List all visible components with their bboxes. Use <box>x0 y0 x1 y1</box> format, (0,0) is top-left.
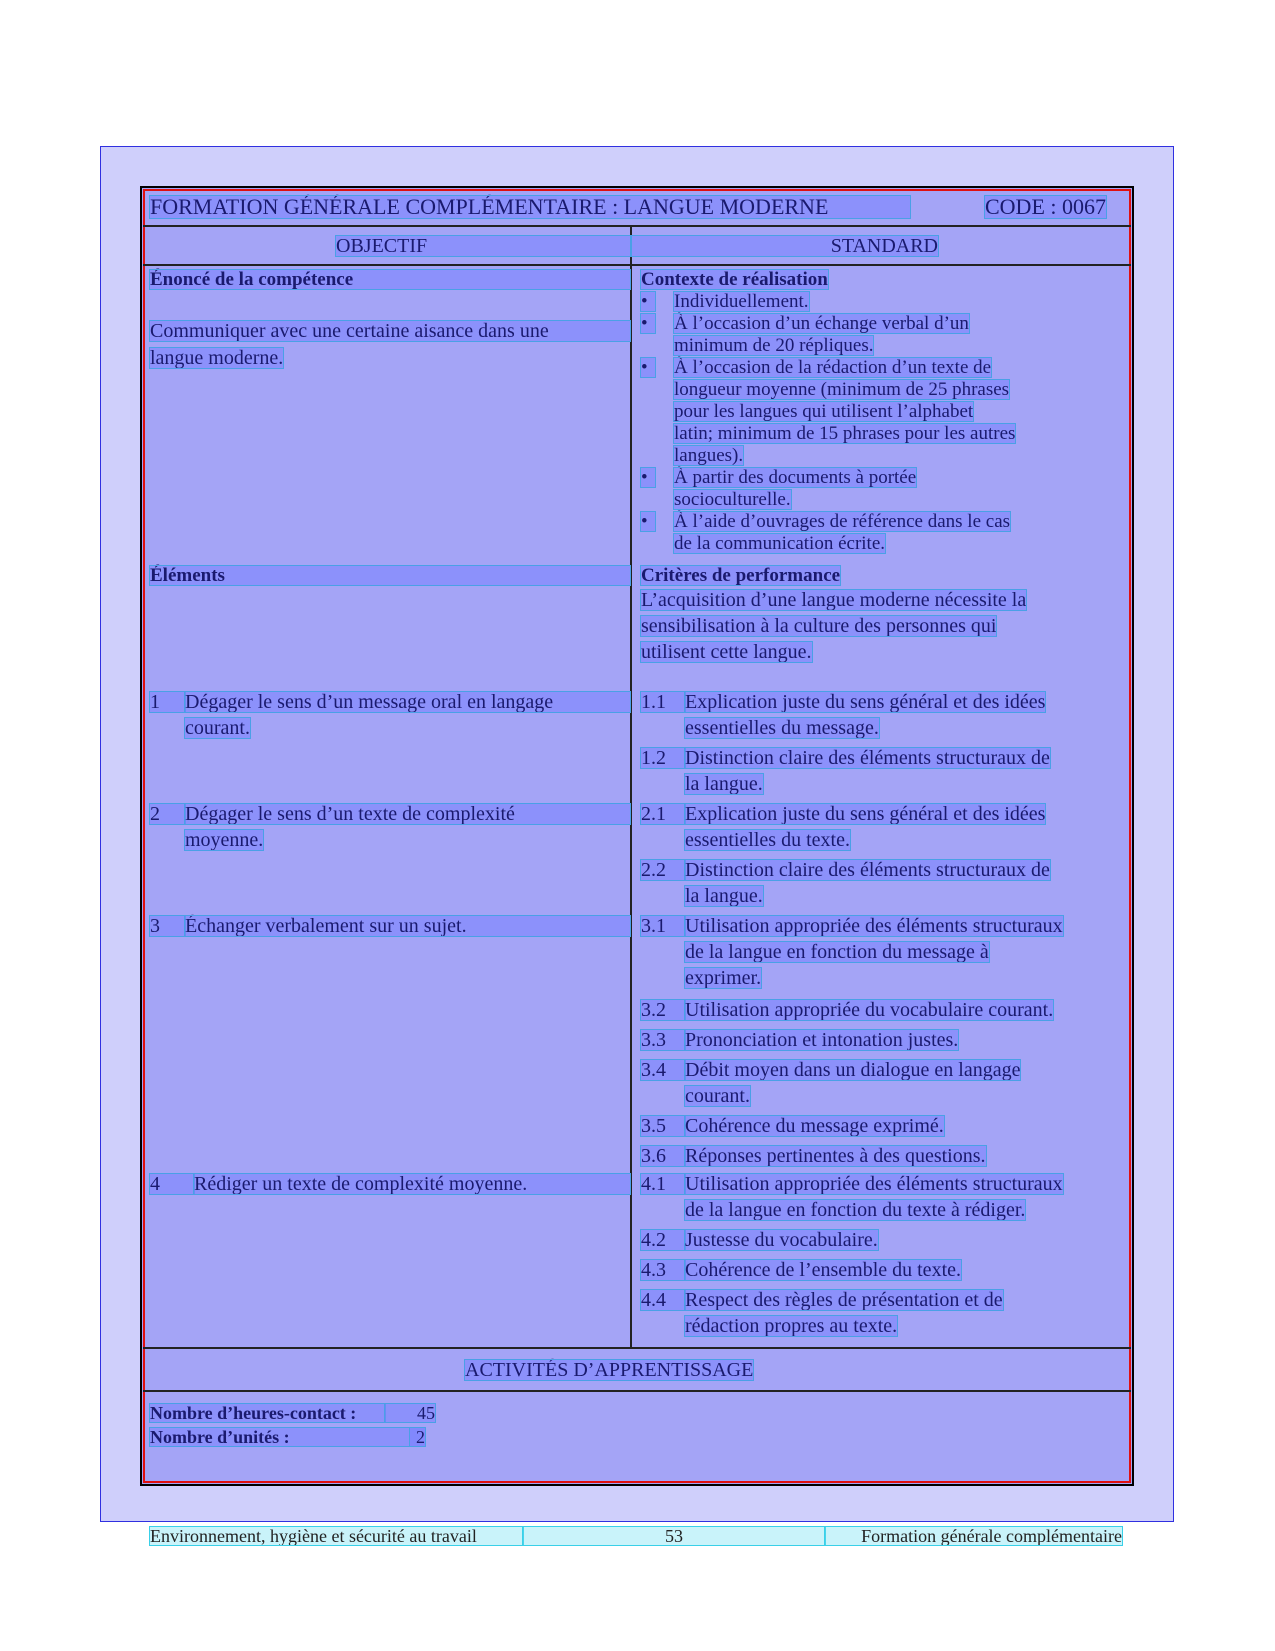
footer-page-number: 53 <box>523 1527 825 1545</box>
bullet-icon: • <box>641 314 655 333</box>
criterion-line: Utilisation appropriée des éléments structuraux <box>685 915 1063 937</box>
element-line: Échanger verbalement sur un sujet. <box>185 916 630 936</box>
criterion-line: Respect des règles de présentation et de <box>685 1289 1003 1311</box>
criterion-line: Justesse du vocabulaire. <box>685 1229 878 1251</box>
context-item-line: socioculturelle. <box>674 489 791 510</box>
criterion-number: 2.1 <box>641 804 685 824</box>
criterion-number: 2.2 <box>641 860 685 880</box>
criterion-number: 3.6 <box>641 1146 685 1166</box>
context-item-line: À l’aide d’ouvrages de référence dans le cas <box>674 511 1011 532</box>
performance-intro-line: L’acquisition d’une langue moderne nécessite la <box>641 589 1027 611</box>
criterion-line: Explication juste du sens général et des idées <box>685 691 1046 713</box>
footer-right: Formation générale complémentaire <box>825 1527 1122 1545</box>
elements-heading: Éléments <box>150 566 630 585</box>
context-item-line: À l’occasion de la rédaction d’un texte de <box>674 357 992 378</box>
competence-text-line: Communiquer avec une certaine aisance dans une <box>150 321 630 341</box>
criterion-line: de la langue en fonction du texte à rédiger. <box>685 1199 1026 1221</box>
criterion-number: 3.3 <box>641 1030 685 1050</box>
context-item-line: de la communication écrite. <box>674 533 886 554</box>
bullet-icon: • <box>641 292 655 311</box>
column-header-objectif: OBJECTIF <box>336 236 630 256</box>
hours-label: Nombre d’heures-contact : <box>150 1404 385 1422</box>
hours-value: 45 <box>385 1404 435 1422</box>
context-item-line: longueur moyenne (minimum de 25 phrases <box>674 379 1010 400</box>
context-item-line: latin; minimum de 15 phrases pour les autres <box>674 423 1016 444</box>
context-item-line: langues). <box>674 445 744 466</box>
criterion-line: de la langue en fonction du message à <box>685 941 989 963</box>
criterion-number: 1.1 <box>641 692 685 712</box>
criterion-line: essentielles du texte. <box>685 829 850 851</box>
units-label: Nombre d’unités : <box>150 1428 425 1446</box>
activities-top-divider <box>143 1347 1131 1349</box>
element-number: 4 <box>150 1174 194 1194</box>
column-header-standard: STANDARD <box>632 236 938 256</box>
element-line: courant. <box>185 717 250 739</box>
performance-heading: Critères de performance <box>641 565 841 586</box>
criterion-number: 3.1 <box>641 916 685 936</box>
context-item-line: Individuellement. <box>674 291 809 312</box>
performance-intro-line: utilisent cette langue. <box>641 641 812 663</box>
criterion-line: Distinction claire des éléments structuraux de <box>685 859 1050 881</box>
competence-text-line: langue moderne. <box>150 347 284 369</box>
bullet-icon: • <box>641 358 655 377</box>
performance-intro-line: sensibilisation à la culture des personnes qui <box>641 615 997 637</box>
criterion-line: Utilisation appropriée du vocabulaire courant. <box>685 999 1054 1021</box>
header-divider <box>143 225 1131 227</box>
criterion-line: exprimer. <box>685 967 762 989</box>
criterion-line: Utilisation appropriée des éléments structuraux <box>685 1173 1063 1195</box>
element-line: Dégager le sens d’un message oral en langage <box>185 692 630 712</box>
criterion-line: Réponses pertinentes à des questions. <box>685 1145 986 1167</box>
element-line: moyenne. <box>185 829 264 851</box>
criterion-number: 3.4 <box>641 1060 685 1080</box>
document-title: FORMATION GÉNÉRALE COMPLÉMENTAIRE : LANGUE MODERNE <box>150 196 910 218</box>
criterion-line: Cohérence du message exprimé. <box>685 1115 944 1137</box>
criterion-number: 3.2 <box>641 1000 685 1020</box>
bullet-icon: • <box>641 468 655 487</box>
course-code: CODE : 0067 <box>985 194 1106 219</box>
column-header-divider <box>143 264 1131 266</box>
criterion-number: 4.3 <box>641 1260 685 1280</box>
competence-heading: Énoncé de la compétence <box>150 270 630 289</box>
element-number: 3 <box>150 916 185 936</box>
context-item-line: pour les langues qui utilisent l’alphabet <box>674 401 974 422</box>
context-item-line: À partir des documents à portée <box>674 467 917 488</box>
criterion-line: Cohérence de l’ensemble du texte. <box>685 1259 961 1281</box>
column-divider <box>630 225 632 1348</box>
criterion-number: 4.1 <box>641 1174 685 1194</box>
criterion-line: courant. <box>685 1085 750 1107</box>
criterion-number: 1.2 <box>641 748 685 768</box>
activities-heading: ACTIVITÉS D’APPRENTISSAGE <box>465 1359 754 1381</box>
criterion-line: rédaction propres au texte. <box>685 1315 898 1337</box>
criterion-line: Explication juste du sens général et des idées <box>685 803 1046 825</box>
footer-left: Environnement, hygiène et sécurité au travail <box>150 1527 523 1545</box>
context-item-line: À l’occasion d’un échange verbal d’un <box>674 313 969 334</box>
criterion-line: la langue. <box>685 773 763 795</box>
criterion-line: Distinction claire des éléments structuraux de <box>685 747 1050 769</box>
element-number: 1 <box>150 692 185 712</box>
context-heading: Contexte de réalisation <box>641 269 828 290</box>
element-line: Rédiger un texte de complexité moyenne. <box>194 1174 630 1194</box>
criterion-number: 3.5 <box>641 1116 685 1136</box>
element-number: 2 <box>150 804 185 824</box>
criterion-number: 4.4 <box>641 1290 685 1310</box>
units-value: 2 <box>410 1428 425 1446</box>
element-line: Dégager le sens d’un texte de complexité <box>185 804 630 824</box>
criterion-number: 4.2 <box>641 1230 685 1250</box>
criterion-line: Prononciation et intonation justes. <box>685 1029 959 1051</box>
criterion-line: la langue. <box>685 885 763 907</box>
criterion-line: essentielles du message. <box>685 717 879 739</box>
bullet-icon: • <box>641 512 655 531</box>
activities-bottom-divider <box>143 1390 1131 1392</box>
context-item-line: minimum de 20 répliques. <box>674 335 874 356</box>
criterion-line: Débit moyen dans un dialogue en langage <box>685 1059 1021 1081</box>
